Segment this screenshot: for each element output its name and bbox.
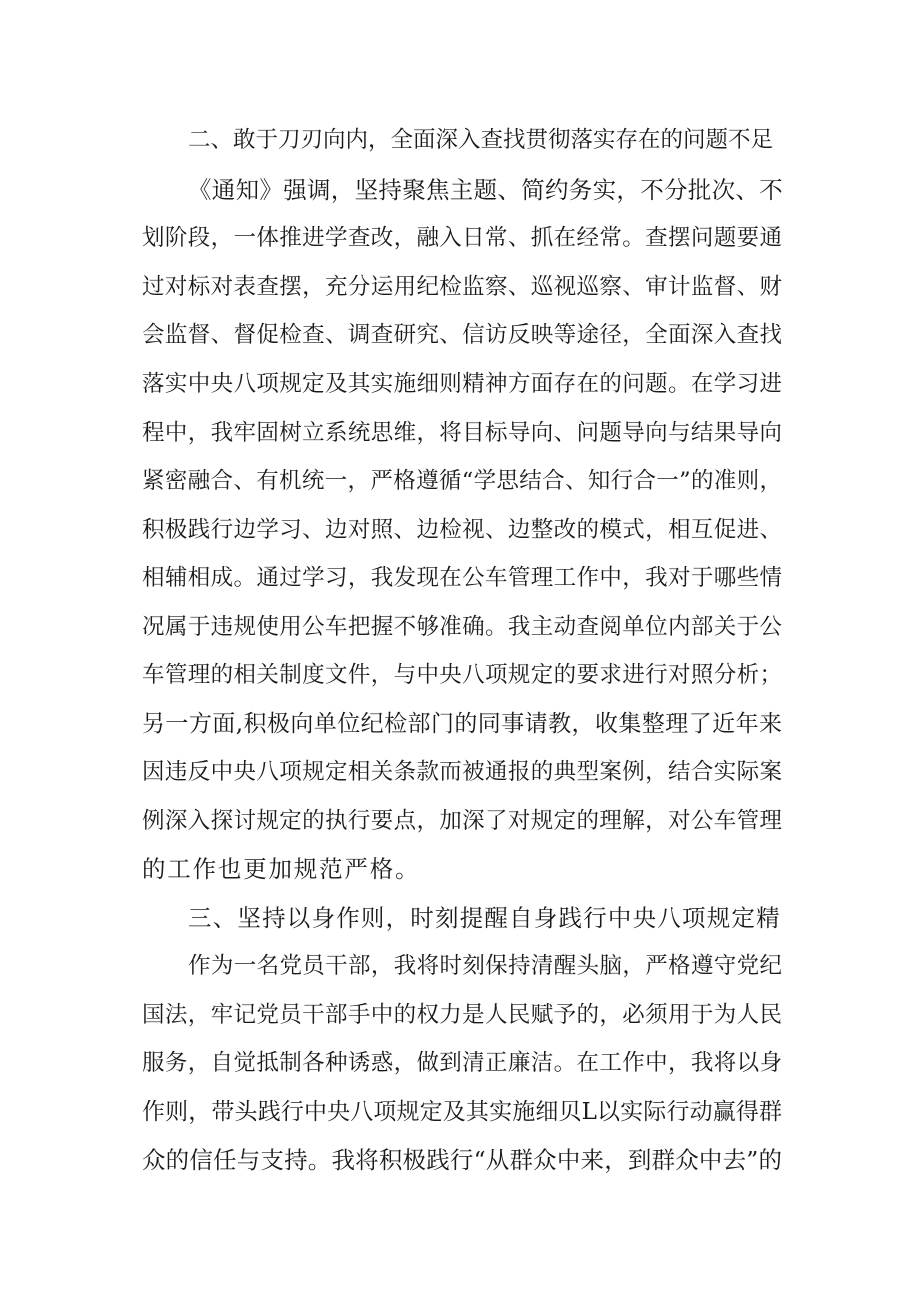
paragraph-line: 划阶段，一体推进学查改，融入日常、抓在经常。查摆问题要通 [142, 225, 782, 251]
section-3-heading: 三、坚持以身作则，时刻提醒自身践行中央八项规定精 [188, 904, 781, 932]
paragraph-line: 服务，自觉抵制各种诱惑，做到清正廉洁。在工作中，我将以身 [142, 1050, 782, 1076]
section-2-heading: 二、敢于刀刃向内，全面深入查找贯彻落实存在的问题不足 [188, 127, 774, 153]
paragraph-line: 落实中央八项规定及其实施细则精神方面存在的问题。在学习进 [142, 371, 782, 397]
paragraph-line: 国法，牢记党员干部手中的权力是人民赋予的，必须用于为人民 [142, 1002, 782, 1028]
paragraph-line: 况属于违规使用公车把握不够准确。我主动查阅单位内部关于公 [142, 614, 782, 640]
paragraph-line: 另一方面,积极向单位纪检部门的同事请教，收集整理了近年来 [142, 711, 782, 737]
paragraph-line: 相辅相成。通过学习，我发现在公车管理工作中，我对于哪些情 [142, 565, 782, 591]
paragraph-line: 车管理的相关制度文件，与中央八项规定的要求进行对照分析； [142, 662, 782, 688]
paragraph-line: 过对标对表查摆，充分运用纪检监察、巡视巡察、审计监督、财 [142, 274, 782, 300]
paragraph-line: 紧密融合、有机统一，严格遵循“学思结合、知行合一”的准则， [142, 468, 782, 494]
paragraph-line: 程中，我牢固树立系统思维，将目标导向、问题导向与结果导向 [142, 420, 782, 446]
paragraph-line: 作为一名党员干部，我将时刻保持清醒头脑，严格遵守党纪 [188, 953, 782, 979]
paragraph-line: 的工作也更加规范严格。 [142, 855, 421, 883]
paragraph-line: 因违反中央八项规定相关条款而被通报的典型案例，结合实际案 [142, 759, 782, 785]
paragraph-line: 《通知》强调，坚持聚焦主题、简约务实，不分批次、不 [188, 176, 783, 204]
paragraph-line: 作则，带头践行中央八项规定及其实施细贝L以实际行动赢得群 [142, 1099, 782, 1125]
paragraph-line: 会监督、督促检查、调查研究、信访反映等途径，全面深入查找 [142, 322, 782, 348]
paragraph-line: 积极践行边学习、边对照、边检视、边整改的模式，相互促进、 [142, 517, 782, 543]
paragraph-line: 例深入探讨规定的执行要点，加深了对规定的理解，对公车管理 [142, 808, 782, 834]
paragraph-line: 众的信任与支持。我将积极践行“从群众中来，到群众中去”的 [142, 1146, 782, 1174]
